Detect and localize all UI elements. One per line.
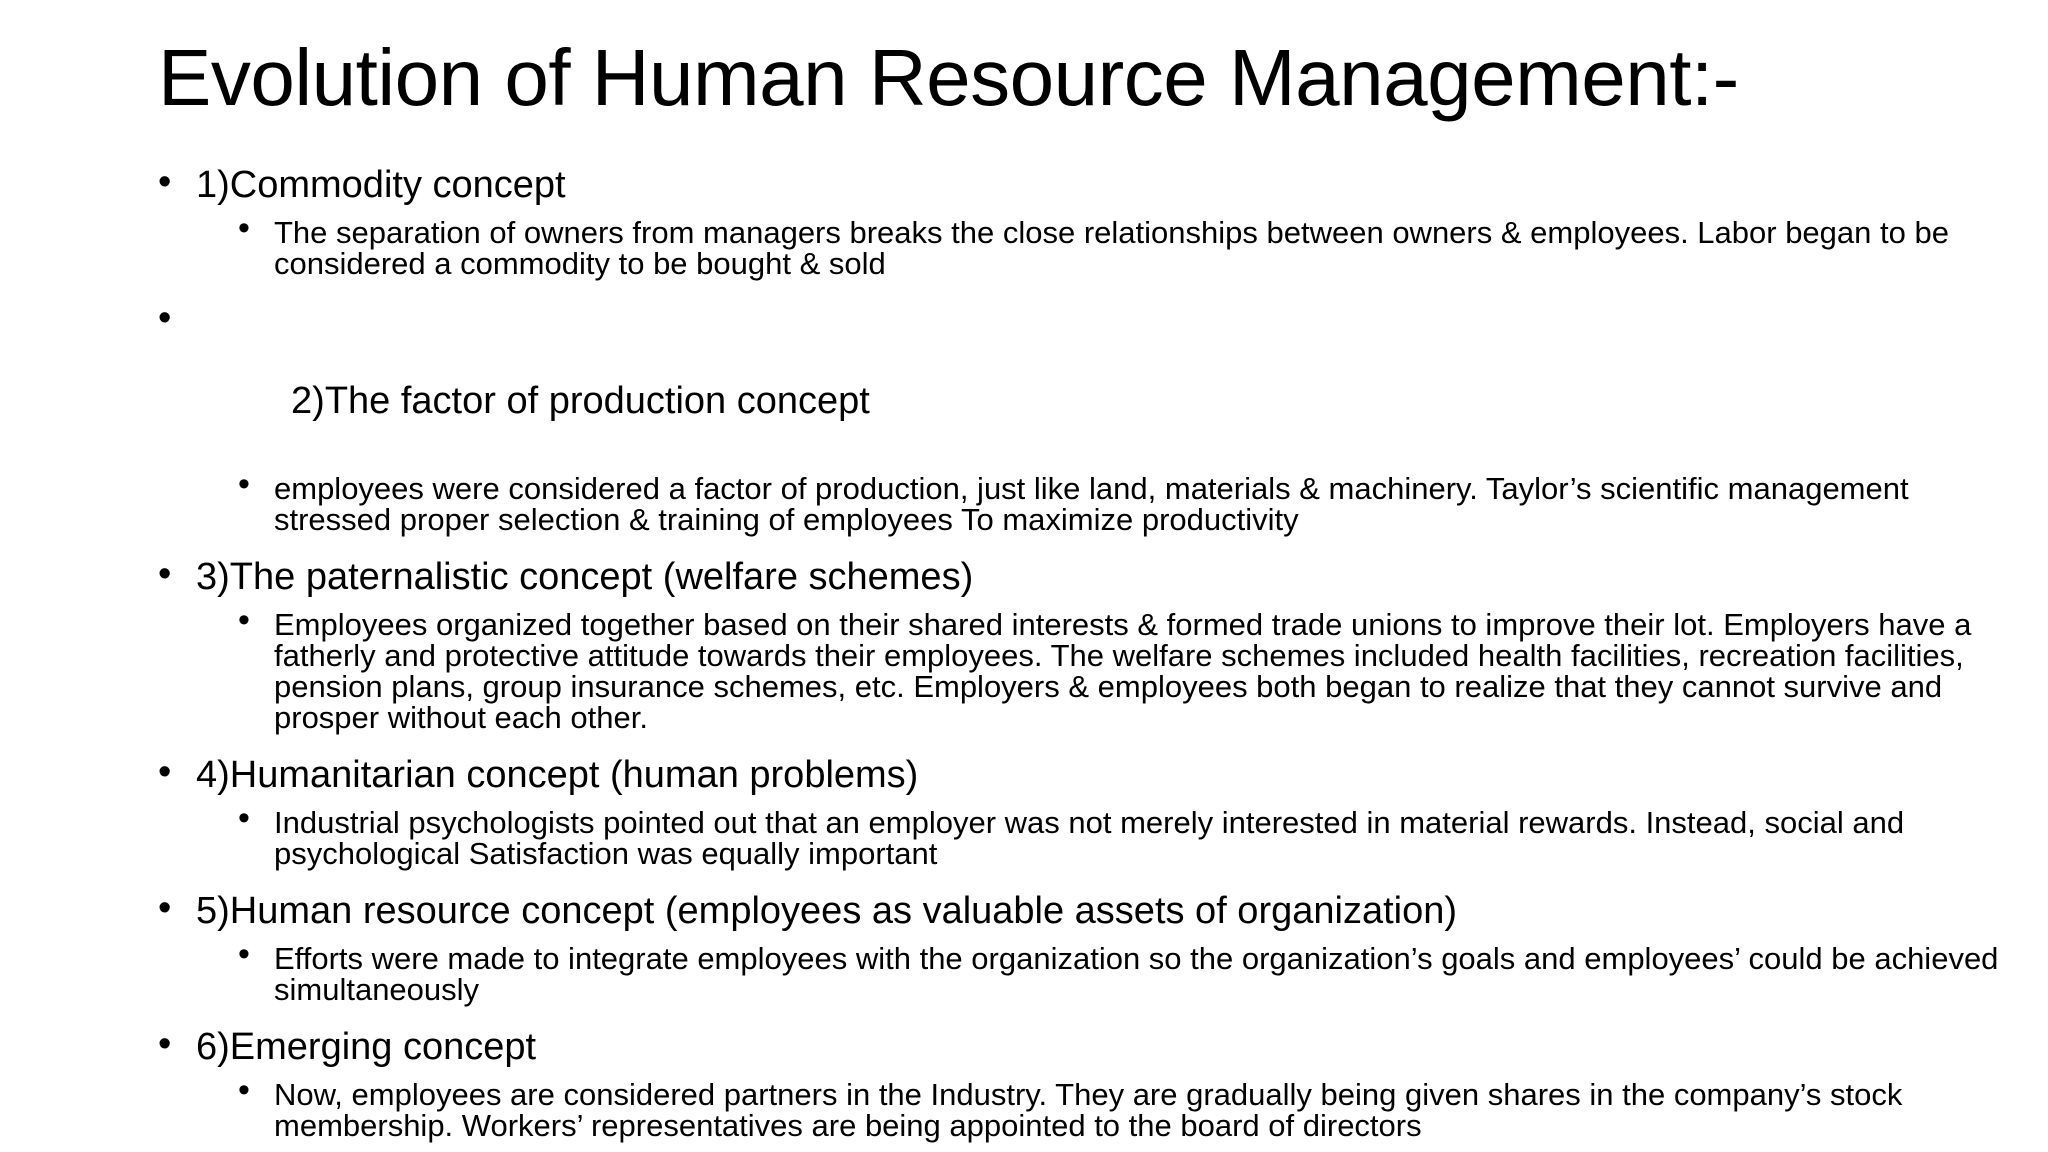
heading-text: 2)The factor of production concept: [280, 380, 870, 422]
bullet-dot-icon: •: [158, 887, 172, 929]
bullet-dot-icon: •: [158, 751, 172, 793]
bullet-dot-icon: •: [238, 1071, 250, 1109]
bullet-dot-icon: •: [238, 799, 250, 837]
section-emerging-concept: [158, 1023, 1918, 1143]
bullet-detail: [238, 601, 2014, 735]
bullet-dot-icon: •: [238, 935, 250, 973]
bullet-dot-icon: •: [238, 601, 250, 639]
bullet-heading: [158, 1023, 1918, 1068]
detail-text: Employees organized together based on their shared interests & formed trade unions to improve their lot. Employers have a fatherly and protective attitude towards their employees. The welfare schemes included health facilities, recreation facilities, pension plans, group insurance schemes, etc. Employers & employees both began to realize that they cannot survive and prosper without each other.: [274, 607, 1972, 735]
detail-text: Now, employees are considered partners in the Industry. They are gradually being given shares in the company’s stock membership. Workers’ representatives are being appointed to the board of directors: [274, 1077, 1903, 1143]
bullet-detail: [238, 209, 2014, 281]
section-paternalistic-concept: [158, 553, 1972, 735]
bullet-heading: [158, 297, 1918, 461]
bullet-detail: [238, 465, 2014, 537]
detail-text: Efforts were made to integrate employees with the organization so the organization’s goals and employees’ could be achieved simultaneously: [274, 941, 1999, 1007]
bullet-detail: [238, 799, 2014, 871]
section-factor-of-production: [158, 297, 1918, 537]
bullet-heading: [158, 887, 1918, 932]
detail-text: employees were considered a factor of production, just like land, materials & machinery. Taylor’s scientific management stressed proper selection & training of employees To maximize productivity: [274, 471, 1909, 537]
bullet-dot-icon: •: [158, 1023, 172, 1065]
heading-text: 4)Humanitarian concept (human problems): [196, 754, 919, 796]
heading-text: 1)Commodity concept: [196, 164, 566, 206]
heading-text: 5)Human resource concept (employees as valuable assets of organization): [196, 890, 1457, 932]
bullet-heading: [158, 553, 1918, 598]
section-humanitarian-concept: [158, 751, 1918, 871]
section-human-resource-concept: [158, 887, 1999, 1007]
bullet-heading: [158, 161, 1918, 206]
bullet-list: [158, 161, 1999, 1152]
bullet-dot-icon: •: [238, 465, 250, 503]
bullet-heading: [158, 751, 1918, 796]
bullet-detail: [238, 935, 2014, 1007]
bullet-dot-icon: •: [158, 553, 172, 595]
bullet-dot-icon: •: [158, 297, 172, 339]
heading-text: 3)The paternalistic concept (welfare schemes): [196, 556, 974, 598]
bullet-detail: [238, 1071, 2014, 1143]
heading-text: 6)Emerging concept: [196, 1026, 537, 1068]
detail-text: Industrial psychologists pointed out that an employer was not merely interested in material rewards. Instead, social and psychological Satisfaction was equally important: [274, 805, 1905, 871]
bullet-dot-icon: •: [158, 161, 172, 203]
section-commodity-concept: [158, 161, 1949, 281]
bullet-dot-icon: •: [238, 209, 250, 247]
slide-title: Evolution of Human Resource Management:-: [158, 33, 1739, 122]
detail-text: The separation of owners from managers breaks the close relationships between owners & employees. Labor began to be considered a commodity to be bought & sold: [274, 215, 1949, 281]
